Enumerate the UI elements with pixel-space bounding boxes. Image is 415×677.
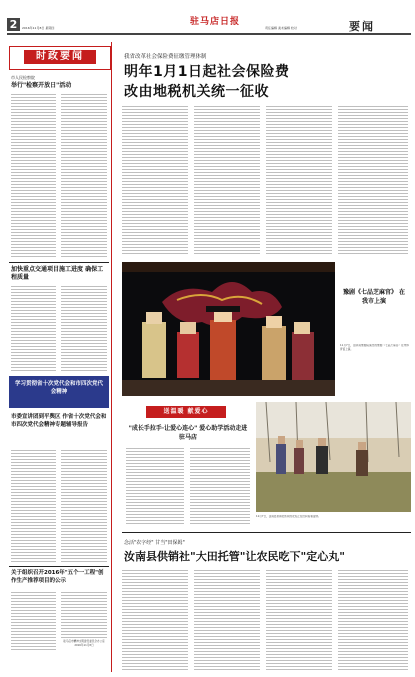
section-title: 要闻 bbox=[349, 20, 375, 33]
lead-story bbox=[118, 42, 411, 256]
bottom-body-col3 bbox=[266, 570, 332, 670]
story2-body-col1 bbox=[11, 286, 56, 372]
study-box-title: 学习贯彻省十次党代会和市四次党代会精神 bbox=[14, 381, 103, 395]
charity-header: 送温暖 献爱心 bbox=[146, 406, 226, 418]
story3-body-col2 bbox=[61, 450, 107, 562]
lead-body-col4 bbox=[338, 106, 408, 254]
story4-title: 关于组织召开2016年"五个一工程"创作生产推荐项目的公示 bbox=[11, 570, 104, 584]
divider bbox=[9, 566, 109, 567]
story4-body-col2 bbox=[61, 592, 107, 638]
masthead bbox=[0, 0, 415, 40]
bottom-kicker: 念活"农字经" 甘当"田保姆" bbox=[124, 540, 185, 546]
lead-body-col2 bbox=[194, 106, 260, 254]
lead-kicker: 我省改革社会保险费征缴管理体制 bbox=[124, 54, 207, 60]
charity-body-col1 bbox=[126, 448, 184, 526]
story3-body-col1 bbox=[11, 450, 56, 562]
field-image bbox=[256, 402, 411, 512]
lead-body-col1 bbox=[122, 106, 188, 254]
story1-body-col1 bbox=[11, 94, 56, 258]
bottom-body-col2 bbox=[194, 570, 260, 670]
story4-footer: 驻马店市精神文明建设委员会办公室 2016年11月8日 bbox=[63, 640, 105, 647]
editor-line: 责任编辑 美术编辑 校对 bbox=[265, 26, 297, 30]
opera-stage-image bbox=[122, 262, 335, 396]
field-photo-caption: 11月7日，汝南县供销社帮扶的农民正在田间查看苗情。 bbox=[256, 515, 321, 518]
story1-title: 举行"检察开放日"活动 bbox=[11, 82, 72, 89]
divider bbox=[122, 532, 411, 533]
charity-title: "成长手拉手·让爱心连心" 爱心助学活动走进驻马店 bbox=[128, 425, 248, 441]
lead-body-col3 bbox=[266, 106, 332, 254]
charity-section bbox=[122, 402, 252, 528]
left-column bbox=[7, 42, 112, 672]
story3-title: 市委宣讲团到平舆区 作省十次党代会和市四次党代会精神专题辅导报告 bbox=[11, 414, 107, 428]
story2-title: 加快重点交通项目施工进度 确保工程质量 bbox=[11, 266, 104, 281]
bottom-story bbox=[118, 530, 411, 672]
bottom-headline: 汝南县供销社"大田托管"让农民吃下"定心丸" bbox=[124, 550, 345, 563]
news-header-title: 时政要闻 bbox=[24, 50, 96, 64]
page-number-badge bbox=[7, 18, 20, 31]
lead-headline-1: 明年1月1日起社会保险费 bbox=[124, 64, 290, 80]
bottom-body-col1 bbox=[122, 570, 188, 670]
divider bbox=[9, 262, 109, 263]
logo: 驻马店日报 bbox=[190, 17, 241, 27]
story1-body-col2 bbox=[61, 94, 107, 258]
masthead-rule bbox=[7, 33, 411, 35]
opera-photo bbox=[122, 262, 335, 396]
charity-body-col2 bbox=[190, 448, 250, 526]
opera-caption-title: 豫剧《七品芝麻官》 在我市上演 bbox=[342, 289, 406, 305]
page-number: 2 bbox=[9, 18, 18, 31]
date-line: 2016年11月8日 星期四 bbox=[22, 26, 55, 30]
story2-body-col2 bbox=[61, 286, 107, 372]
bottom-body-col4 bbox=[338, 570, 408, 670]
field-photo bbox=[256, 402, 411, 512]
study-box bbox=[9, 376, 109, 408]
lead-headline-2: 改由地税机关统一征收 bbox=[124, 84, 269, 100]
story1-kicker: 市人民检察院 bbox=[11, 75, 35, 80]
news-header-box bbox=[9, 46, 111, 70]
opera-caption-note: 11月7日，由河南豫剧院演出的豫剧《七品芝麻官》在市体育馆上演。 bbox=[340, 344, 409, 351]
story4-body-col1 bbox=[11, 592, 56, 652]
opera-caption-box bbox=[338, 262, 411, 396]
